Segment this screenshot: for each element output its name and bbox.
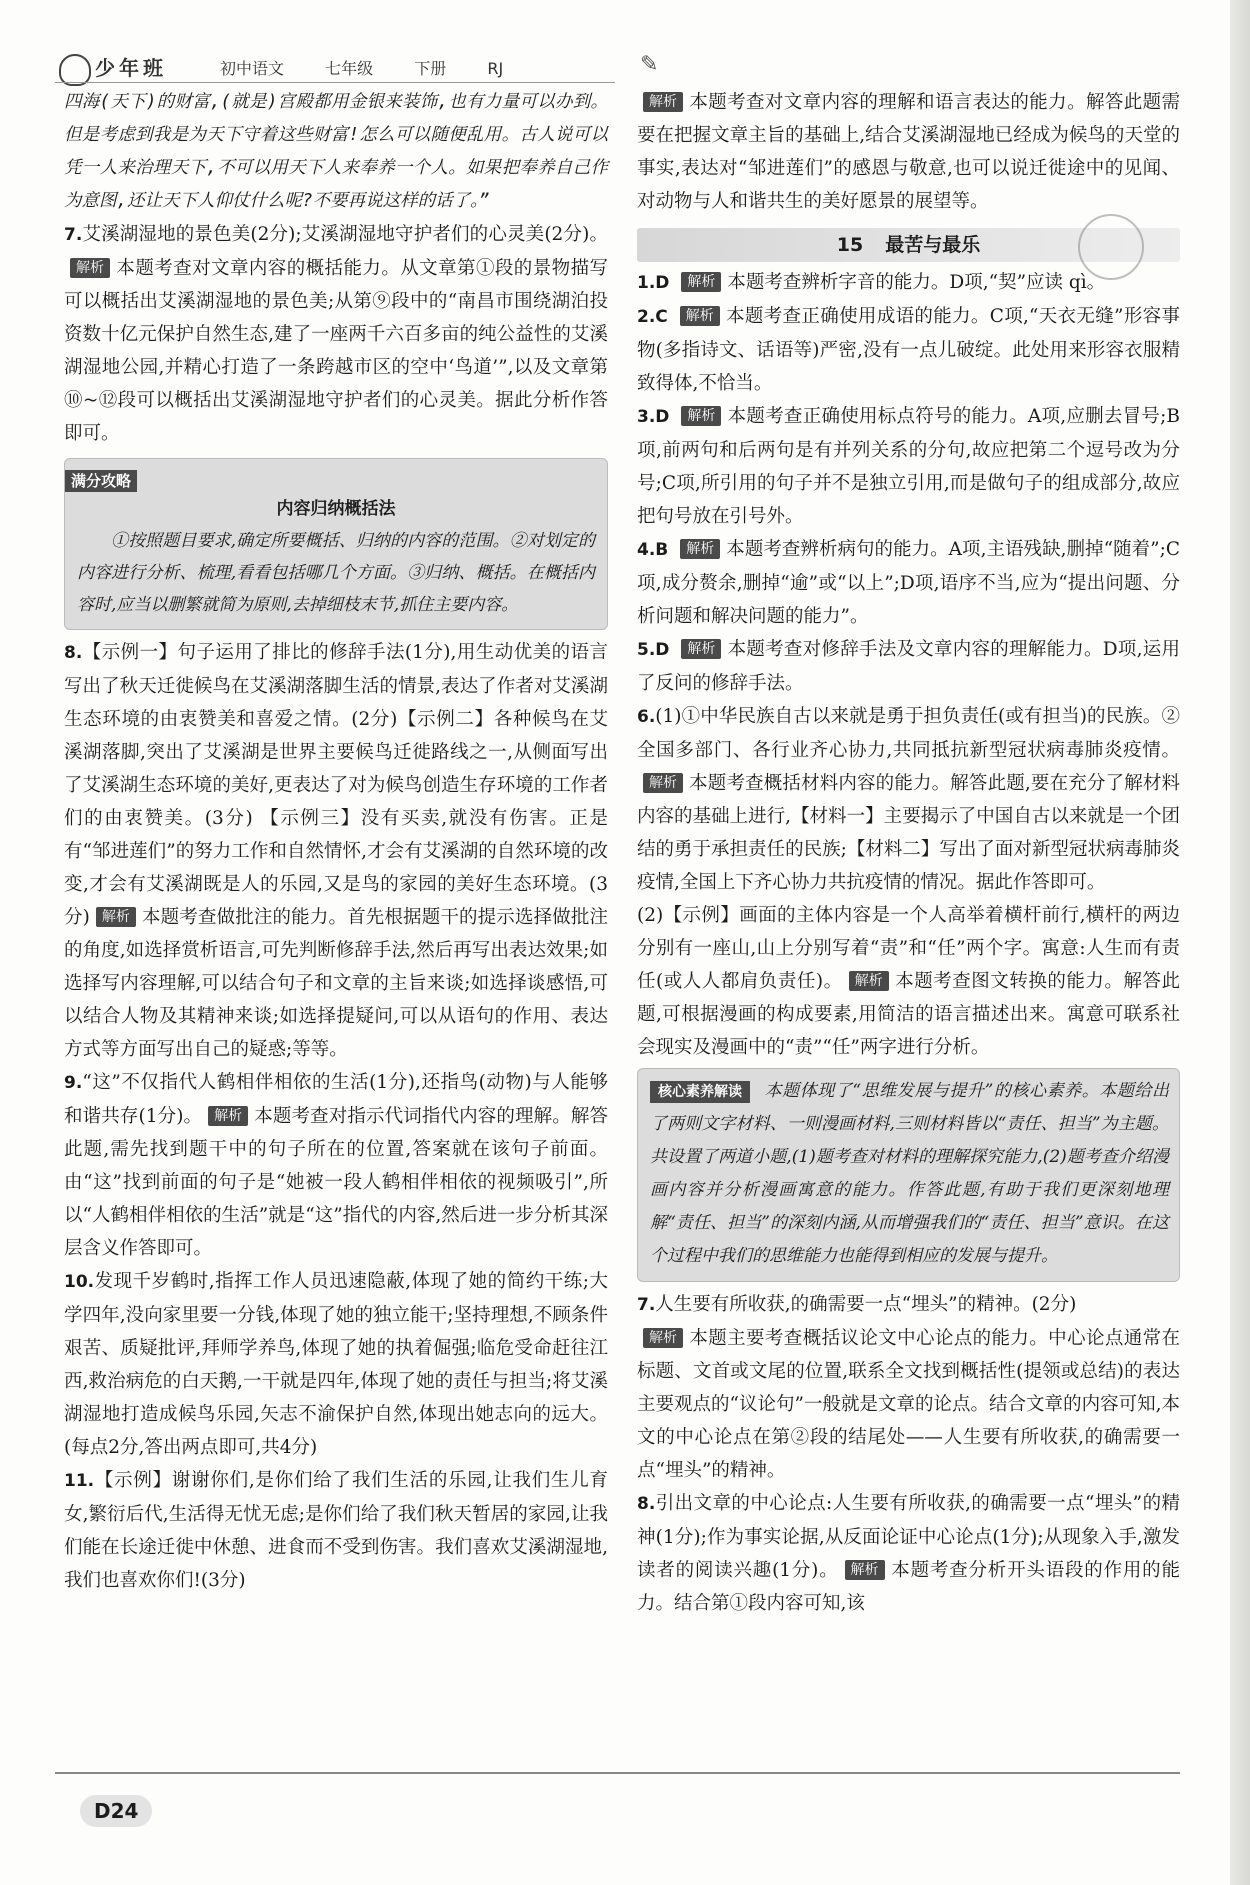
lesson-number: 15 — [836, 234, 864, 256]
analysis-tag: 解析 — [681, 406, 721, 426]
analysis-text: 本题考查辨析病句的能力。A项,主语残缺,删掉“随着”;C项,成分赘余,删掉“逾”或“以上”;D项,语序不当,应为“提出问题、分析问题和解决问题的能力”。 — [637, 539, 1180, 627]
analysis-tag: 解析 — [680, 306, 720, 326]
core-text: 本题体现了“思维发展与提升”的核心素养。本题给出了两则文字材料、一则漫画材料,三则材料皆以“责任、担当”为主题。共设置了两道小题,(1)题考查对材料的理解探究能力,(2)题考查介绍漫画内容并分析漫画寓意的能力。作答此题,有助于我们更深刻地理解“责任、担当”的深刻内涵,从而增强我们的“责任、担当”意识。在这个过程中我们的思维能力也能得到相应的发展与提升。 — [650, 1081, 1169, 1266]
question-number: 8. — [64, 643, 83, 663]
analysis-text: 本题考查对文章内容的理解和语言表达的能力。解答此题需要在把握文章主旨的基础上,结合艾溪湖湿地已经成为候鸟的天堂的事实,表达对“邹进莲们”的感恩与敬意,也可以说迁徙途中的见闻、对动物与人和谐共生的美好愿景的展望等。 — [637, 92, 1180, 212]
analysis-text: 本题考查正确使用成语的能力。C项,“天衣无缝”形容事物(多指诗文、话语等)严密,没有一点儿破绽。此处用来形容衣服精致得体,不恰当。 — [637, 306, 1180, 394]
lightbulb-icon: ✎ — [640, 52, 659, 77]
analysis-text: 本题考查辨析字音的能力。D项,“契”应读 qì。 — [727, 272, 1106, 293]
edition: RJ — [487, 59, 504, 78]
page-edge — [1230, 0, 1250, 1885]
answer-text: 人生要有所收获,的确需要一点“埋头”的精神。(2分) — [655, 1294, 1077, 1315]
analysis-text: 本题考查对指示代词指代内容的理解。解答此题,需先找到题干中的句子所在的位置,答案就在该句子前面。由“这”找到前面的句子是“她被一段人鹤相伴相依的视频吸引”,所以“人鹤相伴相依的生活”就是“这”指代的内容,然后进一步分析其深层含义作答即可。 — [64, 1106, 608, 1259]
brand-name: 少年班 — [95, 56, 167, 80]
grade: 七年级 — [325, 59, 374, 78]
question-number: 11. — [64, 1471, 95, 1491]
analysis-tag: 解析 — [680, 539, 720, 559]
question-number: 9. — [64, 1073, 83, 1093]
answer-text: 引出文章的中心论点:人生要有所收获,的确需要一点“埋头”的精神(1分);作为事实论据,从反面论证中心论点(1分);从现象入手,激发读者的阅读兴趣(1分)。 — [637, 1493, 1180, 1581]
analysis-text-2: 本题考查图文转换的能力。解答此题,可根据漫画的构成要素,用简洁的语言描述出来。寓意可联系社会现实及漫画中的“责”“任”两字进行分析。 — [637, 971, 1180, 1058]
answer-text: 【示例一】句子运用了排比的修辞手法(1分),用生动优美的语言写出了秋天迁徙候鸟在艾溪湖落脚生活的情景,表达了作者对艾溪湖生态环境的由衷赞美和喜爱之情。(2分)【示例二】各种候鸟在艾溪湖落脚,突出了艾溪湖是世界主要候鸟迁徙路线之一,从侧面写出了艾溪湖生态环境的美好,更表达了对为候鸟创造生存环境的工作者们的由衷赞美。(3分) 【示例三】没有买卖,就没有伤害。正是有“邹进莲们”的努力工作和自然情怀,才会有艾溪湖的自然环境的改变,才会有艾溪湖既是人的乐园,又是鸟的家园的美好生态环境。(3分) — [64, 642, 608, 928]
question-number: 8. — [637, 1494, 656, 1514]
subject: 初中语文 — [220, 59, 285, 78]
analysis-tag: 解析 — [849, 971, 889, 991]
lesson-header — [637, 228, 1180, 262]
question-8-right — [637, 1487, 1180, 1620]
answer-text: “这”不仅指代人鹤相伴相依的生活(1分),还指鸟(动物)与人能够和谐共存(1分)。 — [64, 1072, 608, 1127]
item-2 — [637, 300, 1180, 400]
page-number: D24 — [80, 1795, 152, 1827]
answer-text: 发现千岁鹤时,指挥工作人员迅速隐蔽,体现了她的简约干练;大学四年,没向家里要一分钱,体现了她的独立能干;坚持理想,不顾条件艰苦、质疑批评,拜师学养鸟,体现了她的执着倔强;临危受命赶往江西,救治病危的白天鹅,一干就是四年,体现了她的责任与担当;将艾溪湖湿地打造成候鸟乐园,矢志不渝保护自然,体现出她志向的远大。(每点2分,答出两点即可,共4分) — [64, 1271, 608, 1458]
analysis-text: 本题考查分析开头语段的作用的能力。结合第①段内容可知,该 — [637, 1560, 1180, 1614]
question-number: 7. — [637, 1295, 656, 1315]
core-label: 核心素养解读 — [650, 1081, 750, 1103]
tip-label: 满分攻略 — [65, 470, 137, 492]
question-6-right — [637, 700, 1180, 1064]
question-9-left — [64, 1066, 608, 1265]
analysis-text: 本题考查做批注的能力。首先根据题干的提示选择做批注的角度,如选择赏析语言,可先判断修辞手法,然后再写出表达效果;如选择写内容理解,可以结合句子和文章的主旨来谈;如选择谈感悟,可以结合人物及其精神来谈;如选择提疑问,可以从语句的作用、表达方式等方面写出自己的疑惑;等等。 — [64, 907, 608, 1060]
item-answer: 2.C — [637, 307, 668, 327]
left-column — [64, 86, 608, 1597]
analysis-tag: 解析 — [643, 1328, 683, 1348]
continued-analysis — [637, 86, 1180, 218]
analysis-tag: 解析 — [96, 907, 136, 927]
header-rule — [55, 82, 615, 83]
footer-rule — [55, 1772, 1180, 1774]
analysis-tag: 解析 — [681, 272, 721, 292]
question-number: 10. — [64, 1272, 95, 1292]
analysis-tag: 解析 — [681, 639, 721, 659]
question-8-left — [64, 636, 608, 1066]
analysis-tag: 解析 — [70, 258, 110, 278]
stamp-mark — [1078, 214, 1144, 280]
analysis-text: 本题考查对文章内容的概括能力。从文章第①段的景物描写可以概括出艾溪湖湿地的景色美;从第⑨段中的“南昌市围绕湖泊投资数十亿元保护自然生态,建了一座两千六百多亩的纯公益性的艾溪湖湿地公园,并精心打造了一条跨越市区的空中‘鸟道’”,以及文章第⑩~⑫段可以概括出艾溪湖湿地守护者们的心灵美。据此分析作答即可。 — [64, 258, 608, 444]
question-number: 6. — [637, 707, 656, 727]
tip-title: 内容归纳概括法 — [276, 499, 396, 519]
item-answer: 4.B — [637, 540, 669, 560]
item-answer: 1.D — [637, 273, 670, 293]
analysis-tag: 解析 — [643, 773, 683, 793]
item-answer: 5.D — [637, 640, 670, 660]
item-answer: 3.D — [637, 407, 670, 427]
answer-text: (1)①中华民族自古以来就是勇于担负责任(或有担当)的民族。②全国多部门、各行业齐心协力,共同抵抗新型冠状病毒肺炎疫情。 — [637, 706, 1180, 761]
analysis-text: 本题主要考查概括议论文中心论点的能力。中心论点通常在标题、文首或文尾的位置,联系全文找到概括性(提领或总结)的表达主要观点的“议论句”一般就是文章的论点。结合文章的内容可知,本文的中心论点在第②段的结尾处——人生要有所收获,的确需要一点“埋头”的精神。 — [637, 1328, 1180, 1481]
lesson-title: 最苦与最乐 — [885, 234, 981, 256]
answer-text: 艾溪湖湿地的景色美(2分);艾溪湖湿地守护者们的心灵美(2分)。 — [82, 224, 608, 245]
question-7-right — [637, 1288, 1180, 1487]
analysis-tag: 解析 — [845, 1560, 885, 1580]
question-number: 7. — [64, 225, 83, 245]
question-10-left — [64, 1265, 608, 1464]
page-header — [55, 48, 659, 88]
item-3 — [637, 400, 1180, 533]
analysis-tag: 解析 — [643, 92, 683, 112]
tip-box — [64, 458, 608, 630]
core-literacy-box — [637, 1068, 1180, 1282]
question-7-left — [64, 218, 608, 450]
volume: 下册 — [414, 59, 447, 78]
question-11-left — [64, 1464, 608, 1597]
item-4 — [637, 533, 1180, 633]
analysis-text: 本题考查正确使用标点符号的能力。A项,应删去冒号;B项,前两句和后两句是有并列关系的分句,故应把第二个逗号改为分号;C项,所引用的句子并不是独立引用,而是做句子的组成部分,故应把句号放在引号外。 — [637, 406, 1180, 527]
analysis-text: 本题考查概括材料内容的能力。解答此题,要在充分了解材料内容的基础上进行,【材料一】主要揭示了中国自古以来就是一个团结的勇于承担责任的民族;【材料二】写出了面对新型冠状病毒肺炎疫情,全国上下齐心协力共抗疫情的情况。据此作答即可。 — [637, 773, 1180, 893]
answer-text-2: (2)【示例】画面的主体内容是一个人高举着横杆前行,横杆的两边分别有一座山,山上分别写着“责”和“任”两个字。寓意:人生而有责任(或人人都肩负责任)。 — [637, 905, 1180, 992]
analysis-text: 本题考查对修辞手法及文章内容的理解能力。D项,运用了反问的修辞手法。 — [637, 639, 1180, 694]
answer-text: 【示例】谢谢你们,是你们给了我们生活的乐园,让我们生儿育女,繁衍后代,生活得无忧无虑;是你们给了我们秋天暂居的家园,让我们能在长途迁徙中休憩、进食而不受到伤害。我们喜欢艾溪湖湿地,我们也喜欢你们!(3分) — [64, 1470, 608, 1591]
book-meta — [220, 56, 523, 79]
analysis-tag: 解析 — [208, 1106, 248, 1126]
right-column — [637, 86, 1180, 1620]
tip-body: ①按照题目要求,确定所要概括、归纳的内容的范围。②对划定的内容进行分析、梳理,看看包括哪几个方面。③归纳、概括。在概括内容时,应当以删繁就简为原则,去掉细枝末节,抓住主要内容。 — [77, 531, 595, 615]
continued-translation: 四海(天下)的财富,(就是)宫殿都用金银来装饰,也有力量可以办到。但是考虑到我是为天下守着这些财富!怎么可以随便乱用。古人说可以凭一人来治理天下,不可以用天下人来奉养一个人。如果把奉养自己作为意图,还让天下人仰仗什么呢?不要再说这样的话了。” — [64, 92, 608, 211]
item-5 — [637, 633, 1180, 700]
